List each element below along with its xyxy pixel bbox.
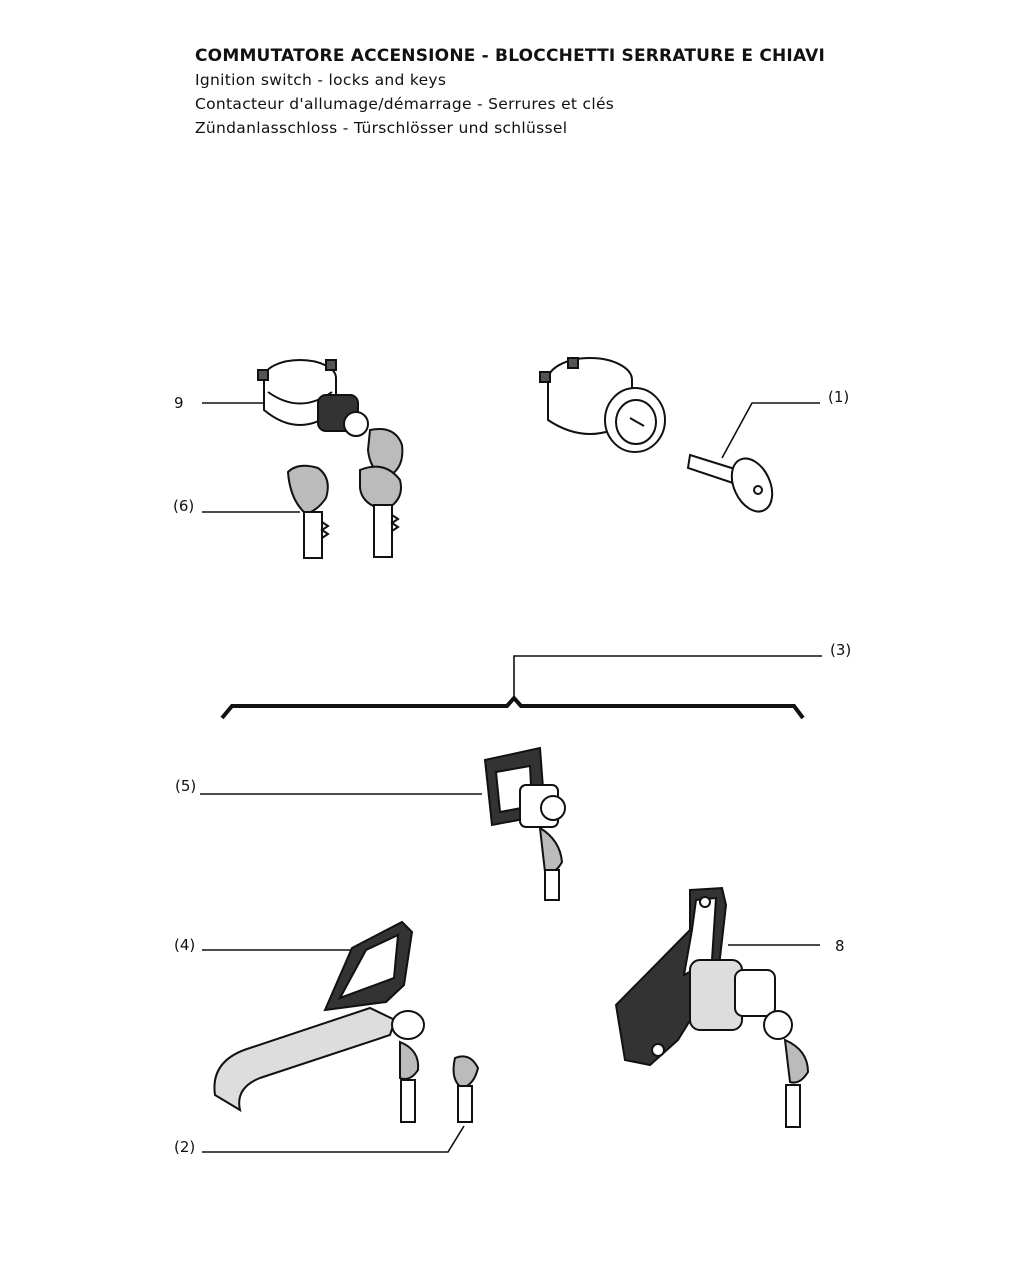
title-italian: COMMUTATORE ACCENSIONE - BLOCCHETTI SERRATURE E CHIAVI	[195, 46, 826, 66]
title-german: Zündanlasschloss - Türschlösser und schlüssel	[195, 119, 568, 137]
leader-line-3	[514, 656, 822, 700]
ignition-key-pair	[360, 429, 402, 557]
callout-9: 9	[174, 394, 184, 412]
callout-6: (6)	[173, 497, 195, 515]
callout-2: (2)	[174, 1138, 196, 1156]
callout-4: (4)	[174, 936, 196, 954]
callout-1: (1)	[828, 388, 850, 406]
callout-8: 8	[835, 937, 845, 955]
ignition-key-1	[688, 452, 780, 518]
ignition-switch-1	[540, 358, 665, 452]
leader-line-1	[722, 403, 820, 458]
callout-5: (5)	[175, 777, 197, 795]
spare-key-2	[454, 1056, 478, 1122]
bracket-lock-8	[616, 888, 808, 1127]
ignition-switch-9	[258, 360, 368, 436]
door-handle-4	[214, 922, 424, 1122]
title-french: Contacteur d'allumage/démarrage - Serrures et clés	[195, 95, 615, 113]
group-bracket	[222, 698, 803, 718]
title-english: Ignition switch - locks and keys	[195, 71, 447, 89]
lock-5	[485, 748, 565, 900]
leader-line-2	[202, 1126, 464, 1152]
callout-3: (3)	[830, 641, 852, 659]
